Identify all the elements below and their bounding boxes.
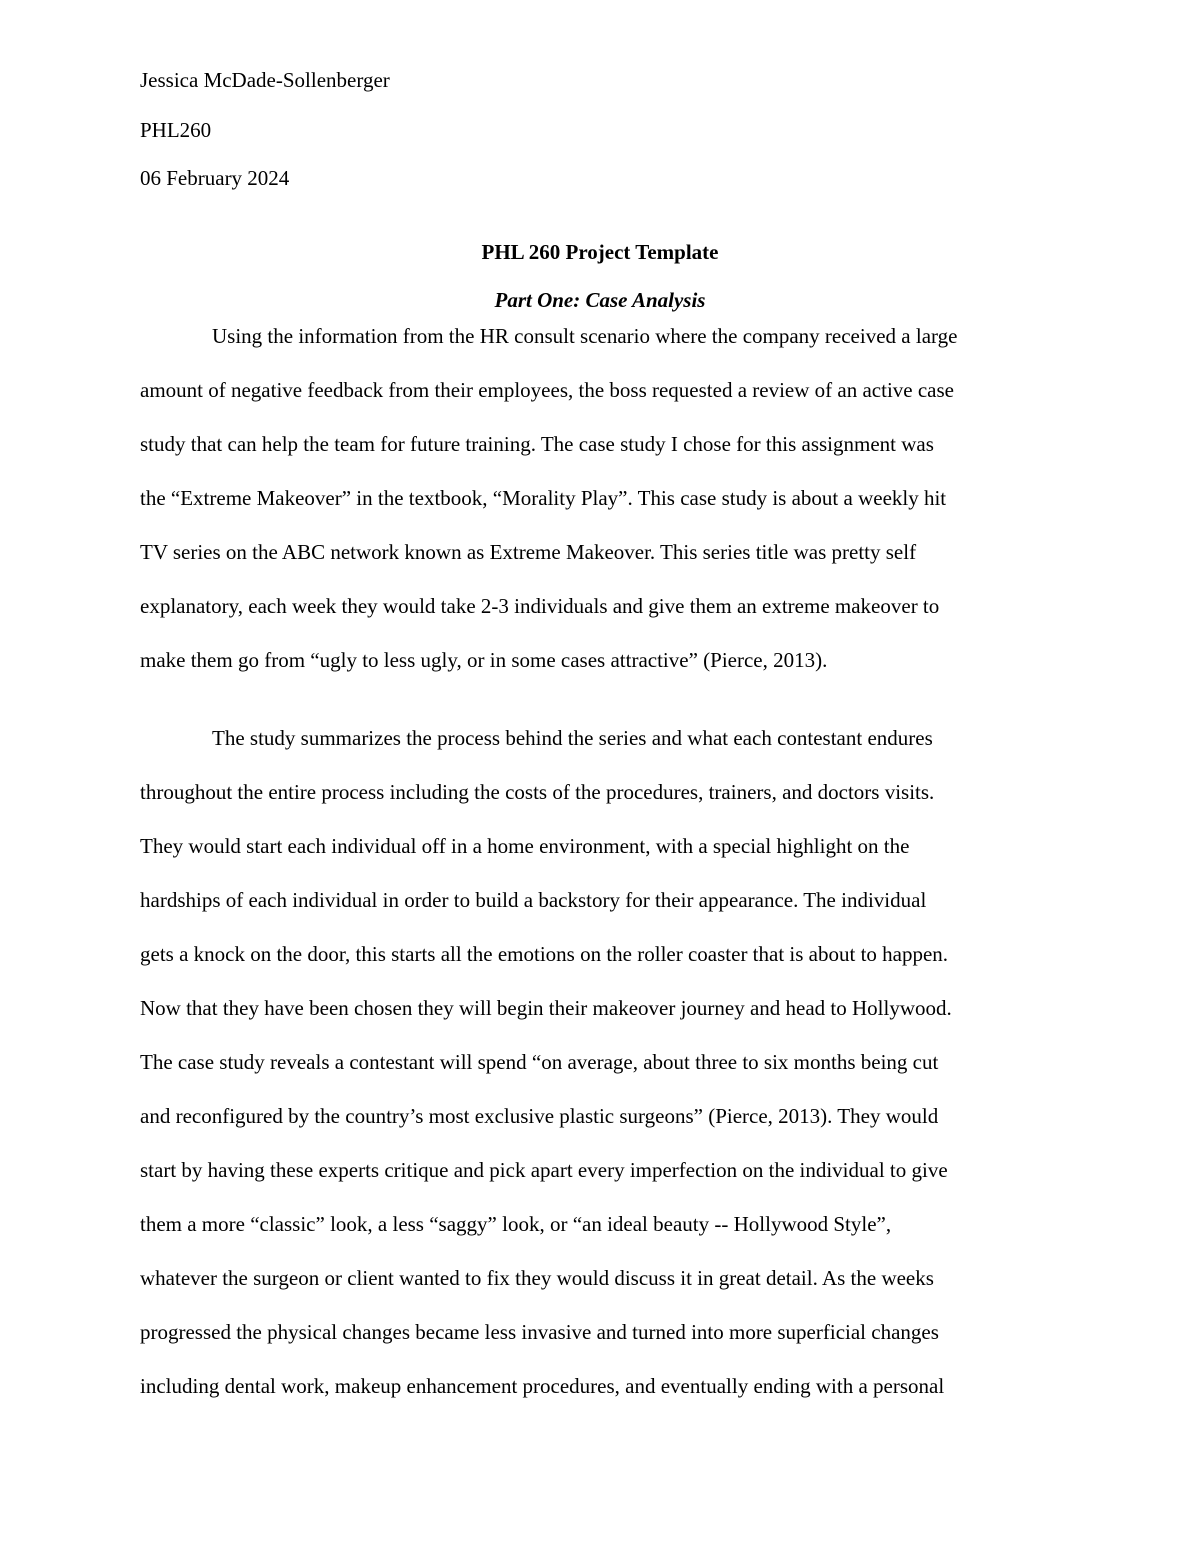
paragraph-line: amount of negative feedback from their employees, the boss requested a review of an active case — [140, 378, 954, 402]
paragraph-line: make them go from “ugly to less ugly, or in some cases attractive” (Pierce, 2013). — [140, 648, 828, 672]
document-title: PHL 260 Project Template — [481, 240, 719, 264]
paragraph-line: hardships of each individual in order to build a backstory for their appearance. The individual — [140, 888, 927, 912]
paragraph-line: throughout the entire process including the costs of the procedures, trainers, and doctors visits. — [140, 780, 935, 804]
paragraph-line: gets a knock on the door, this starts all the emotions on the roller coaster that is about to happen. — [140, 942, 949, 966]
paragraph-line: The study summarizes the process behind the series and what each contestant endures — [212, 726, 933, 750]
paragraph-line: and reconfigured by the country’s most exclusive plastic surgeons” (Pierce, 2013). They would — [140, 1104, 939, 1128]
paragraph-line: Now that they have been chosen they will begin their makeover journey and head to Hollywood. — [140, 996, 952, 1020]
paragraph-line: them a more “classic” look, a less “saggy” look, or “an ideal beauty -- Hollywood Style”, — [140, 1212, 892, 1236]
author-name: Jessica McDade-Sollenberger — [140, 68, 390, 92]
paragraph-line: They would start each individual off in a home environment, with a special highlight on the — [140, 834, 910, 858]
paragraph-line: whatever the surgeon or client wanted to fix they would discuss it in great detail. As the weeks — [140, 1266, 934, 1290]
document-date: 06 February 2024 — [140, 166, 290, 190]
paragraph-line: Using the information from the HR consult scenario where the company received a large — [212, 324, 958, 348]
paragraph-line: the “Extreme Makeover” in the textbook, “Morality Play”. This case study is about a weekly hit — [140, 486, 947, 510]
paragraph-line: start by having these experts critique and pick apart every imperfection on the individual to give — [140, 1158, 948, 1182]
paragraph-line: progressed the physical changes became less invasive and turned into more superficial changes — [140, 1320, 939, 1344]
paragraph-line: including dental work, makeup enhancement procedures, and eventually ending with a personal — [140, 1374, 945, 1398]
paragraph-line: explanatory, each week they would take 2-3 individuals and give them an extreme makeover to — [140, 594, 940, 618]
paragraph-line: The case study reveals a contestant will spend “on average, about three to six months being cut — [140, 1050, 939, 1074]
paragraph-line: TV series on the ABC network known as Extreme Makeover. This series title was pretty self — [140, 540, 917, 564]
course-code: PHL260 — [140, 118, 212, 142]
section-heading: Part One: Case Analysis — [494, 288, 706, 312]
paragraph-line: study that can help the team for future training. The case study I chose for this assignment was — [140, 432, 934, 456]
